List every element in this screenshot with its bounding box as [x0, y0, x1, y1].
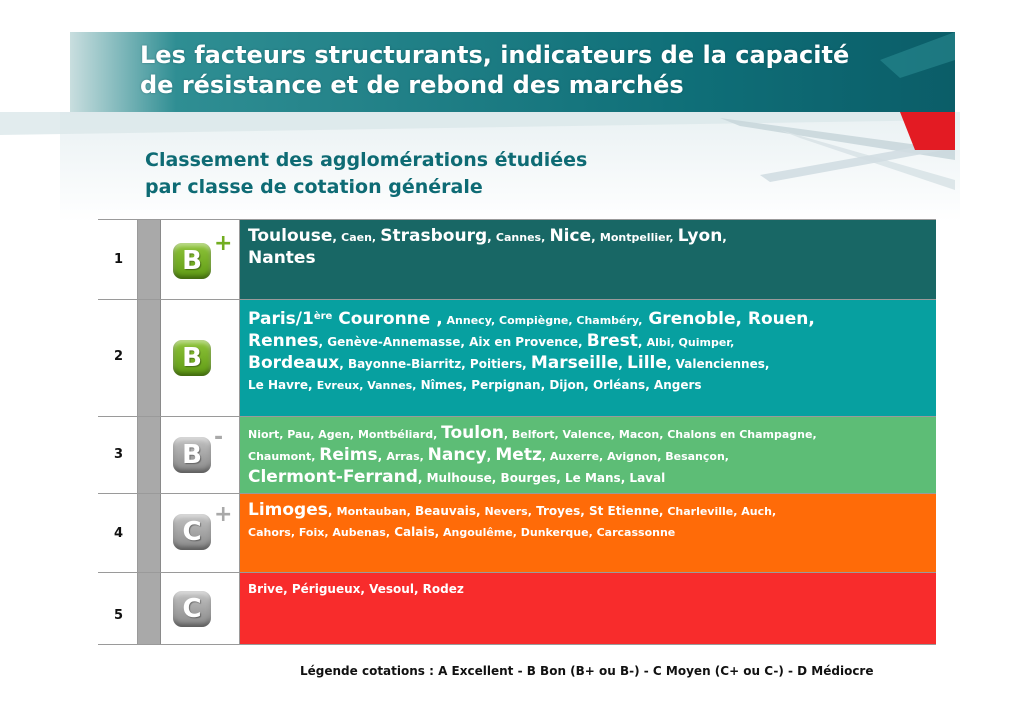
title-line-1: Les facteurs structurants, indicateurs de la capacité: [140, 41, 850, 69]
ranking-table: [98, 219, 936, 645]
subtitle-line-1: Classement des agglomérations étudiées: [145, 149, 588, 171]
city-text: , Mulhouse, Bourges, Le Mans, Laval: [417, 471, 666, 485]
city-text: Bordeaux: [248, 353, 340, 373]
rank-number: 2: [114, 349, 124, 364]
rating-badge-cell: [161, 417, 240, 493]
rank-number-cell: [98, 494, 138, 572]
subtitle-line-2: par classe de cotation générale: [145, 176, 483, 198]
rating-badge-icon: [173, 425, 224, 473]
city-text: Nice: [549, 226, 592, 246]
rating-modifier: +: [214, 231, 233, 256]
city-list: [240, 573, 936, 644]
rating-letter: B: [182, 343, 202, 373]
rank-number: 4: [114, 526, 124, 541]
gray-divider-bar: [138, 220, 161, 299]
rank-number-cell: [98, 300, 138, 416]
rank-number-cell: [98, 417, 138, 493]
city-text: ,: [327, 504, 337, 518]
gray-divider-bar: [138, 573, 161, 644]
city-text: Limoges: [248, 500, 328, 520]
rating-modifier: +: [214, 502, 233, 527]
rank-row-4: [98, 494, 936, 573]
city-text: Toulouse: [248, 226, 333, 246]
city-list: [240, 417, 936, 493]
city-list: [240, 220, 936, 299]
rating-modifier: -: [214, 425, 224, 450]
city-text: Annecy, Compiègne, Chambéry,: [442, 314, 643, 327]
city-text: Chaumont,: [248, 450, 320, 463]
rating-badge-cell: [161, 494, 240, 572]
city-text: Montauban,: [336, 505, 411, 518]
city-text: Marseille: [530, 353, 619, 373]
city-text: Beauvais,: [410, 504, 481, 518]
city-text: Angoulême, Dunkerque, Carcassonne: [439, 526, 676, 539]
city-text: Cahors, Foix, Aubenas,: [248, 526, 391, 539]
rating-badge-cell: [161, 220, 240, 299]
rating-letter: B: [182, 440, 202, 470]
rating-letter: B: [182, 246, 202, 276]
city-text: Lille: [627, 353, 667, 373]
rank-number: 5: [114, 608, 124, 623]
city-text: Brive, Périgueux, Vesoul, Rodez: [248, 582, 464, 596]
rank-number-cell: [98, 573, 138, 644]
city-text: , Genève-Annemasse, Aix en Provence,: [318, 335, 587, 349]
city-text: Brest: [586, 331, 638, 351]
page-title: [140, 40, 940, 100]
city-text: Calais,: [390, 525, 440, 539]
city-text: , Belfort, Valence, Macon, Chalons en Champagne,: [503, 428, 817, 441]
rating-badge-icon: [173, 591, 211, 627]
city-text: Caen,: [341, 231, 377, 244]
city-text: Niort, Pau, Agen, Montbéliard,: [248, 428, 442, 441]
city-text: ,: [618, 357, 628, 371]
city-text: Nîmes, Perpignan, Dijon, Orléans, Angers: [416, 378, 702, 392]
city-text: Couronne ,: [332, 309, 443, 329]
legend-text: Légende cotations : A Excellent - B Bon (B+ ou B-) - C Moyen (C+ ou C-) - D Médiocre: [300, 664, 874, 678]
city-text: Albi, Quimper,: [646, 336, 735, 349]
city-text: Arras,: [386, 450, 428, 463]
rating-letter: C: [182, 594, 202, 624]
city-text: ,: [487, 230, 496, 244]
rank-number-cell: [98, 220, 138, 299]
gray-divider-bar: [138, 300, 161, 416]
rating-badge-icon: [173, 502, 233, 550]
city-text: Montpellier,: [599, 231, 674, 244]
gray-divider-bar: [138, 494, 161, 572]
rank-number: 1: [114, 252, 124, 267]
city-text: , Auxerre, Avignon, Besançon,: [541, 450, 729, 463]
city-text: ,: [486, 449, 496, 463]
rank-number: 3: [114, 447, 124, 462]
city-text: Rennes: [248, 331, 319, 351]
city-text: Nantes: [248, 248, 316, 268]
city-text: Clermont-Ferrand: [248, 467, 418, 487]
city-text: Metz: [495, 445, 542, 465]
city-text: , Bayonne-Biarritz, Poitiers,: [339, 357, 531, 371]
rank-row-5: [98, 573, 936, 645]
city-text: Reims: [319, 445, 378, 465]
rank-row-3: [98, 417, 936, 494]
city-text: Le Havre,: [248, 378, 317, 392]
city-text: Cannes,: [495, 231, 546, 244]
city-text: ère: [313, 311, 333, 322]
rating-badge-icon: [173, 231, 233, 279]
title-line-2: de résistance et de rebond des marchés: [140, 71, 684, 99]
rank-row-2: [98, 300, 936, 417]
city-text: ,: [637, 335, 647, 349]
city-text: Grenoble, Rouen,: [642, 309, 815, 329]
city-text: Nancy: [427, 445, 487, 465]
city-text: Lyon: [677, 226, 723, 246]
city-text: , Valenciennes,: [666, 357, 770, 371]
rating-badge-cell: [161, 300, 240, 416]
city-text: ,: [722, 230, 727, 244]
gray-divider-bar: [138, 417, 161, 493]
city-text: ,: [332, 230, 342, 244]
city-text: Paris/1: [248, 309, 314, 329]
rating-badge-icon: [173, 340, 211, 376]
rating-letter: C: [182, 517, 202, 547]
city-list: [240, 494, 936, 572]
city-text: Charleville, Auch,: [663, 505, 777, 518]
city-text: Nevers,: [480, 505, 532, 518]
rank-row-1: [98, 219, 936, 300]
city-text: ,: [591, 230, 600, 244]
city-text: Evreux, Vannes,: [316, 379, 417, 392]
city-text: Troyes, St Etienne,: [531, 504, 664, 518]
city-text: Strasbourg: [380, 226, 488, 246]
city-text: Toulon: [441, 423, 504, 443]
city-text: ,: [377, 449, 387, 463]
city-list: [240, 300, 936, 416]
rating-badge-cell: [161, 573, 240, 644]
section-subtitle: [145, 147, 745, 201]
